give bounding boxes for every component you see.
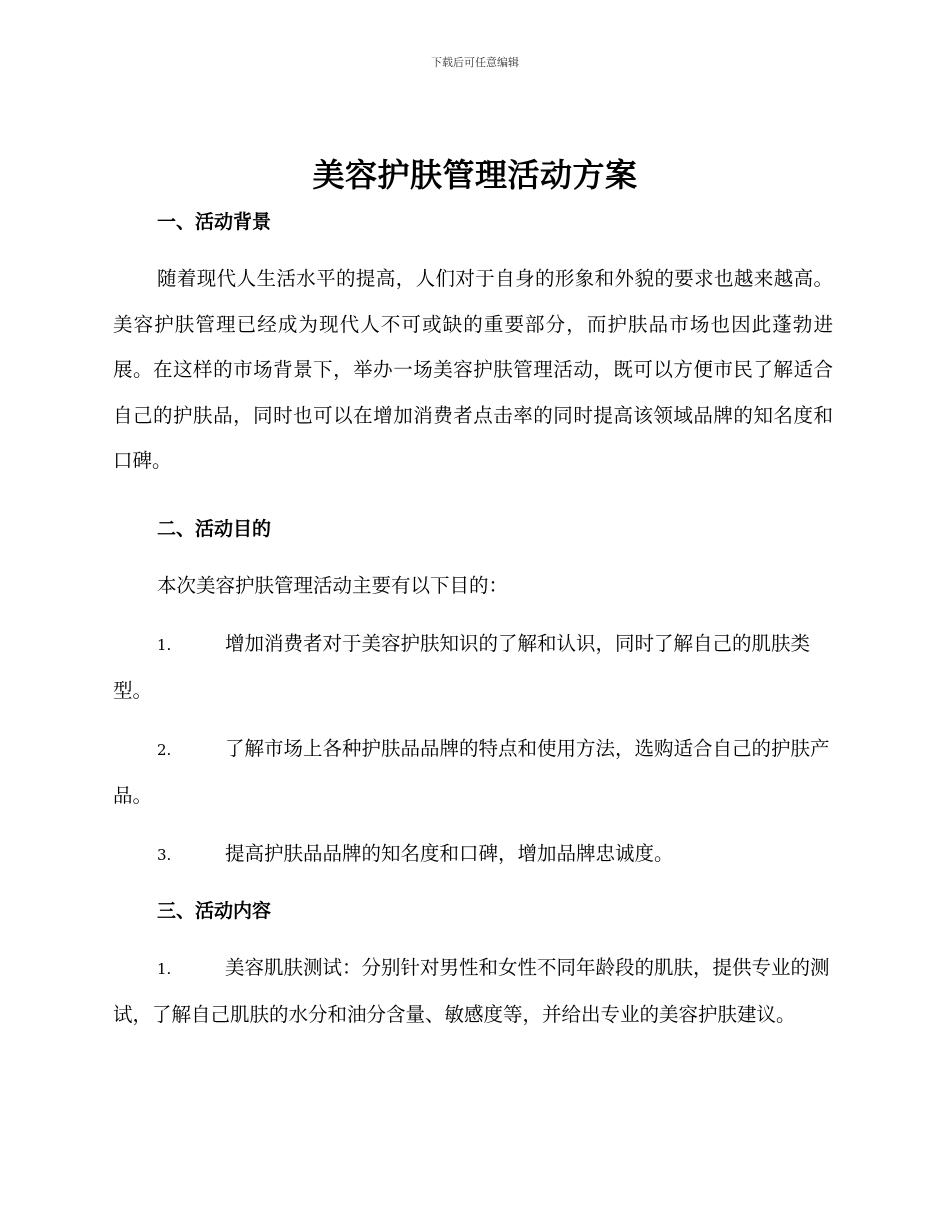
header-note: 下载后可任意编辑 — [431, 56, 519, 69]
document-title: 美容护肤管理活动方案 — [312, 156, 638, 194]
list-text: 美容肌肤测试：分别针对男性和女性不同年龄段的肌肤，提供专业的测试，了解自己肌肤的水分和油分含量、敏感度等，并给出专业的美容护肤建议。 — [113, 955, 830, 1027]
background-paragraph: 随着现代人生活水平的提高，人们对于自身的形象和外貌的要求也越来越高。美容护肤管理已经成为现代人不可或缺的重要部分，而护肤品市场也因此蓬勃进展。在这样的市场背景下，举办一场美容护肤管理活动，既可以方便市民了解适合自己的护肤品，同时也可以在增加消费者点击率的同时提高该领域品牌的知名度和口碑。 — [113, 267, 833, 473]
purpose-intro: 本次美容护肤管理活动主要有以下目的： — [157, 573, 509, 597]
list-item — [113, 831, 833, 879]
list-item — [113, 726, 833, 819]
list-number: 1. — [157, 635, 172, 654]
list-text: 增加消费者对于美容护肤知识的了解和认识，同时了解自己的肌肤类型。 — [113, 631, 811, 703]
section-heading-content: 三、活动内容 — [157, 899, 272, 922]
list-text: 提高护肤品品牌的知名度和口碑，增加品牌忠诚度。 — [225, 841, 674, 865]
list-number: 1. — [157, 959, 172, 978]
document-body — [113, 200, 833, 1038]
list-item — [113, 621, 833, 714]
list-item — [113, 945, 833, 1038]
list-text: 了解市场上各种护肤品品牌的特点和使用方法，选购适合自己的护肤产品。 — [113, 736, 830, 808]
list-number: 2. — [157, 740, 172, 759]
list-number: 3. — [157, 845, 172, 864]
section-heading-background: 一、活动背景 — [157, 211, 272, 233]
section-heading-purpose: 二、活动目的 — [157, 517, 272, 540]
